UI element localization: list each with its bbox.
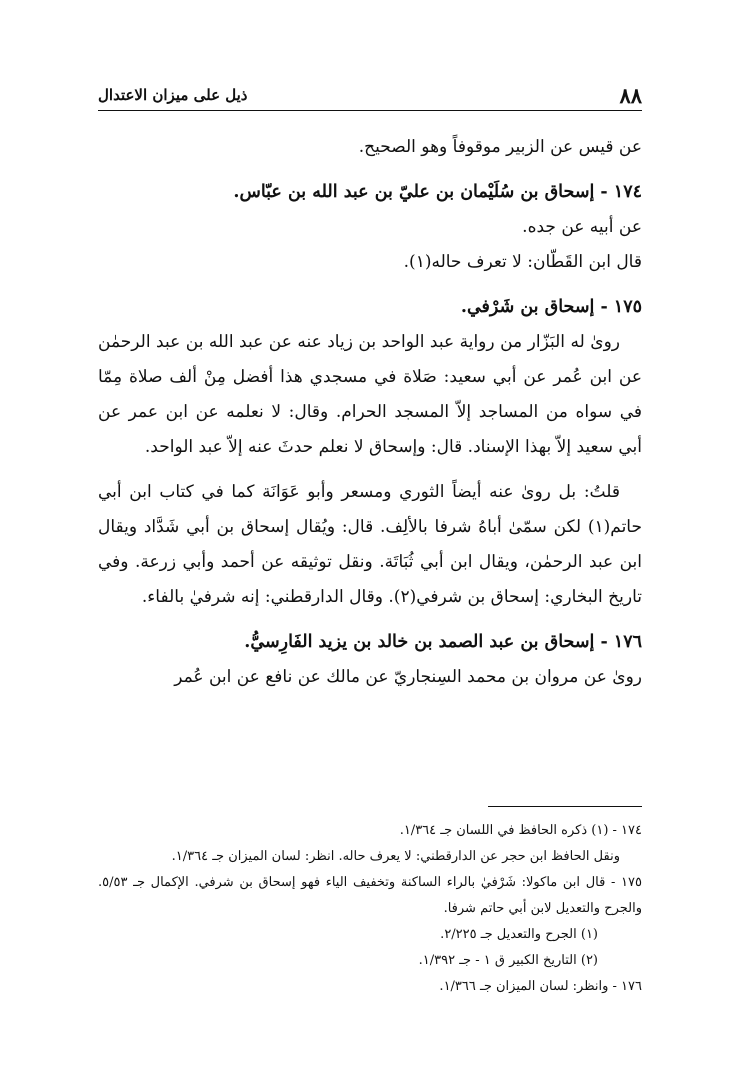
entry-176-line: روىٰ عن مروان بن محمد السِنجاريّ عن مالك عن نافع عن ابن عُمر [174, 667, 642, 687]
main-text [98, 130, 642, 695]
page-header [98, 82, 642, 108]
entry-175-note: قلتُ: بل روىٰ عنه أيضاً الثوري ومسعر وأبو عَوَانَة كما في كتاب ابن أبي حاتم(١) لكن سمّىٰ أباهُ شرفا بالألِف. قال: ويُقال إسحاق بن أبي شَدَّاد ويقال ابن عبد الرحمٰن، ويقال ابن أبي ثُبَاتَة. ونقل توثيقه عن أحمد وأبي زرعة. وفي تاريخ البخاري: إسحاق بن شرفي(٢). وقال الدارقطني: إنه شرفيٰ بالفاء. [98, 482, 642, 607]
footnote: ١٧٥ - قال ابن ماكولا: شَرْفيٰ بالراء الساكنة وتخفيف الياء فهو إسحاق بن شرفي. الإكمال جـ ٥/٥٣. والجرح والتعديل لابن أبي حاتم شرفا. [98, 875, 642, 916]
entry-174-title: ١٧٤ - إسحاق بن سُلَيْمان بن عليّ بن عبد الله بن عبّاس. [233, 182, 642, 202]
footnote-rule [488, 806, 642, 807]
header-rule [98, 110, 642, 111]
footnote: ونقل الحافظ ابن حجر عن الدارقطني: لا يعرف حاله. انظر: لسان الميزان جـ ١/٣٦٤. [171, 849, 620, 864]
entry-175-paragraph: روىٰ له البَزّار من رواية عبد الواحد بن زياد عنه عن عبد الله بن عبد الرحمٰن عن ابن عُمر عن أبي سعيد: صَلاة في مسجدي هذا أفضل مِنْ ألف صلاة مِمّا في سواه من المساجد إلاّ المسجد الحرام. وقال: لا نعلمه عن ابن عمر عن أبي سعيد إلاّ بهذا الإسناد. قال: وإسحاق لا نعلم حدثَ عنه إلاّ عبد الواحد. [98, 332, 642, 457]
footnote: (١) الجرح والتعديل جـ ٢/٢٢٥. [440, 927, 598, 942]
page-number: ٨٨ [619, 82, 642, 108]
entry-174-line: قال ابن القَطّان: لا تعرف حاله(١). [403, 252, 642, 272]
running-title: ذيل على ميزان الاعتدال [98, 86, 248, 104]
footnote: (٢) التاريخ الكبير ق ١ - جـ ١/٣٩٢. [418, 953, 598, 968]
entry-175-title: ١٧٥ - إسحاق بن شَرْفي. [460, 297, 642, 317]
footnotes [98, 818, 642, 1000]
footnote: ١٧٦ - وانظر: لسان الميزان جـ ١/٣٦٦. [439, 979, 642, 994]
entry-174-line: عن أبيه عن جده. [522, 217, 642, 237]
entry-176-title: ١٧٦ - إسحاق بن عبد الصمد بن خالد بن يزيد الفَارِسيُّ. [244, 632, 642, 652]
continuation-line: عن قيس عن الزبير موقوفاً وهو الصحيح. [358, 137, 642, 157]
footnote: ١٧٤ - (١) ذكره الحافظ في اللسان جـ ١/٣٦٤. [399, 823, 642, 838]
